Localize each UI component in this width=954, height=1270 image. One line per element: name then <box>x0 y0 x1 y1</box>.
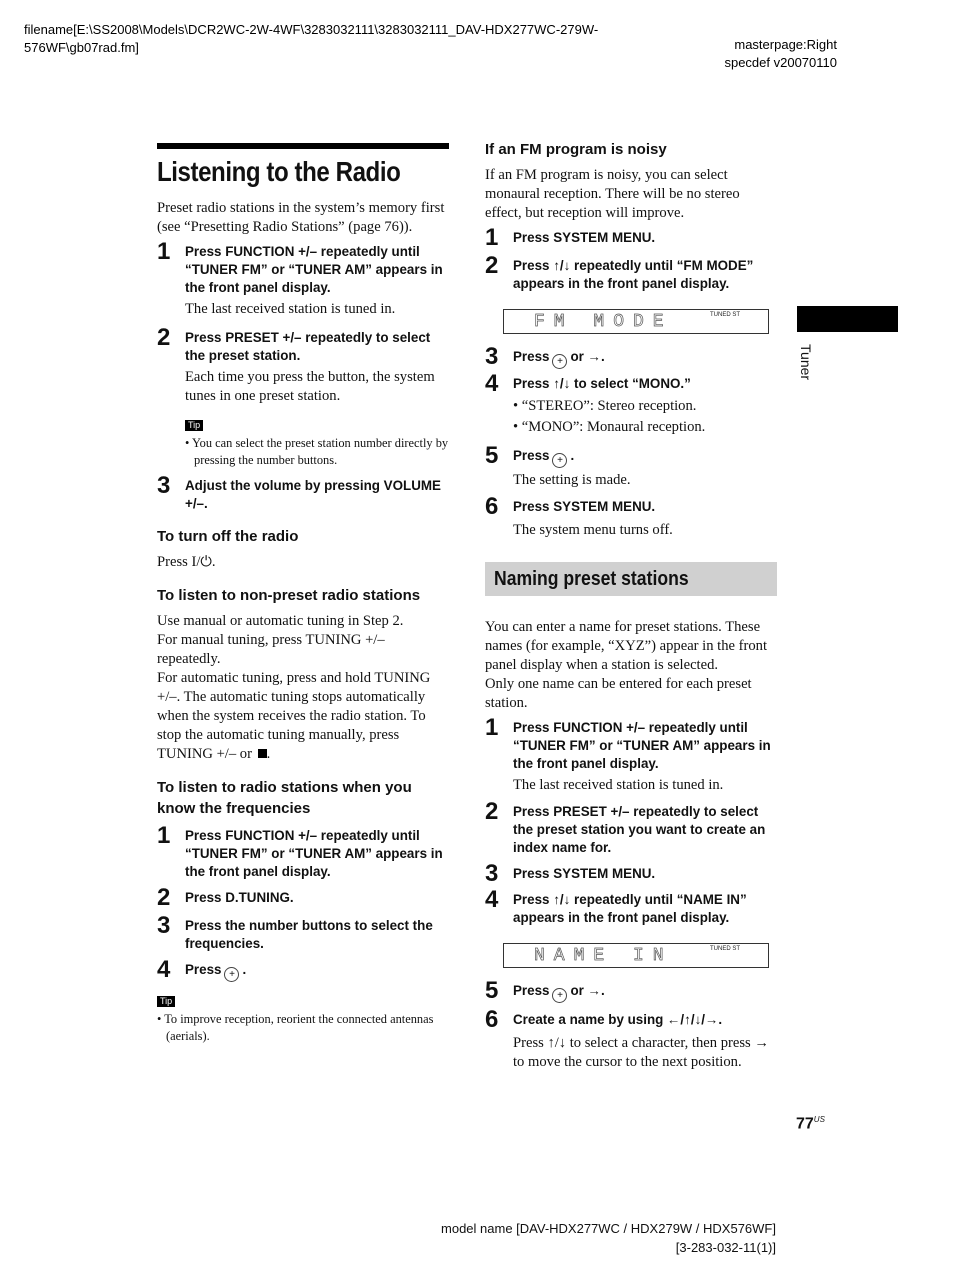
page-title: Listening to the Radio <box>157 156 401 187</box>
step-number: 4 <box>157 956 171 983</box>
left-column <box>157 143 449 1045</box>
step-text: Press + . <box>513 448 575 466</box>
step-text-label: Press <box>513 983 550 998</box>
footer-model: model name [DAV-HDX277WC / HDX279W / HDX576WF] <box>441 1221 776 1236</box>
step-number: 1 <box>485 714 499 741</box>
step-note: Each time you press the button, the system tunes in one preset station. <box>185 369 435 404</box>
step <box>157 238 449 297</box>
step-text-after: or →. <box>570 349 605 364</box>
step-text: Create a name by using ←/↑/↓/→. <box>513 1012 723 1027</box>
front-panel-display <box>503 309 769 334</box>
nonpreset-text: For automatic tuning, press and hold TUNING +/–. The automatic tuning stops automatically when the system receives the radio station. To stop the automatic tuning manually, press TUNING +/– or . <box>157 670 431 762</box>
footer-code: [3-283-032-11(1)] <box>675 1240 776 1255</box>
step <box>157 956 449 983</box>
nonpreset-text: For manual tuning, press TUNING +/– repeatedly. <box>157 632 385 667</box>
right-column <box>485 139 777 1072</box>
step-text: Press SYSTEM MENU. <box>513 499 656 514</box>
noisy-heading: If an FM program is noisy <box>485 141 667 158</box>
enter-button-icon: + <box>224 967 239 982</box>
step <box>485 798 777 857</box>
step-text: Press FUNCTION +/– repeatedly until “TUNER FM” or “TUNER AM” appears in the front panel display. <box>185 244 443 295</box>
bullet-item: • “STEREO”: Stereo reception. <box>513 398 697 414</box>
step <box>157 912 449 953</box>
step-number: 5 <box>485 977 499 1004</box>
enter-button-icon: + <box>552 453 567 468</box>
section-tab-label: Tuner <box>798 344 814 381</box>
tip-text: • You can select the preset station number directly by pressing the number buttons. <box>185 436 449 467</box>
naming-text: Only one name can be entered for each preset station. <box>485 676 752 711</box>
step-number: 1 <box>157 822 171 849</box>
step-text: Adjust the volume by pressing VOLUME +/–. <box>185 478 441 511</box>
footer <box>441 1219 776 1257</box>
noisy-text: If an FM program is noisy, you can select monaural reception. There will be no stereo effect, but reception will improve. <box>485 167 740 221</box>
step <box>485 886 777 927</box>
page-number-value: 77 <box>796 1115 814 1133</box>
step-number: 6 <box>485 493 499 520</box>
step-text <box>513 346 605 369</box>
step <box>485 714 777 773</box>
nonpreset-auto-text: For automatic tuning, press and hold TUNING +/–. The automatic tuning stops automatically when the system receives the radio station. To stop the automatic tuning manually, press TUNING +/– or <box>157 670 431 762</box>
header-specdef: specdef v20070110 <box>724 55 837 70</box>
step-note: The last received station is tuned in. <box>513 777 724 793</box>
display-indicator: TUNED ST <box>710 946 740 952</box>
header-filename: filename[E:\SS2008\Models\DCR2WC-2W-4WF\3283032111\3283032111_DAV-HDX277WC-279W-576WF\gb07rad.fm] <box>24 22 599 55</box>
freq-heading: To listen to radio stations when you know the frequencies <box>157 779 412 817</box>
enter-button-icon: + <box>552 988 567 1003</box>
step-number: 2 <box>485 798 499 825</box>
step-note: The last received station is tuned in. <box>185 301 396 317</box>
step-text: Press ↑/↓ to select “MONO.” <box>513 376 691 391</box>
step-text: Press D.TUNING. <box>185 890 294 905</box>
step-number: 3 <box>157 472 171 499</box>
tip-block <box>185 406 449 469</box>
step-number: 3 <box>157 912 171 939</box>
step-number: 1 <box>157 238 171 265</box>
display-text: FM MODE <box>534 312 673 332</box>
step-number: 1 <box>485 224 499 251</box>
step-text: Press + . <box>185 962 247 980</box>
step-text: Press ↑/↓ repeatedly until “NAME IN” appears in the front panel display. <box>513 892 747 925</box>
tip-label: Tip <box>185 420 203 431</box>
section-band <box>485 562 777 596</box>
header-masterpage-block <box>700 36 837 72</box>
page-number <box>796 1115 825 1133</box>
step-text: Press PRESET +/– repeatedly to select the preset station you want to create an index name for. <box>513 804 766 855</box>
step-text: Press ↑/↓ repeatedly until “FM MODE” appears in the front panel display. <box>513 258 754 291</box>
step-note: The setting is made. <box>513 472 631 488</box>
display-indicator: TUNED ST <box>710 312 740 318</box>
step-note: Press ↑/↓ to select a character, then press → to move the cursor to the next position. <box>513 1035 769 1070</box>
stop-icon <box>258 749 267 758</box>
step-text-label: Press <box>513 448 550 463</box>
step <box>485 493 777 520</box>
step-text <box>513 980 605 1003</box>
off-text: Press I/⏻. <box>157 554 216 570</box>
header-masterpage: masterpage:Right <box>734 37 837 52</box>
step-text: Press SYSTEM MENU. <box>513 866 656 881</box>
step <box>157 472 449 513</box>
step <box>485 343 777 370</box>
step <box>485 252 777 293</box>
step-number: 6 <box>485 1006 499 1033</box>
nonpreset-text: Use manual or automatic tuning in Step 2. <box>157 613 404 629</box>
step <box>157 884 449 911</box>
tip-block <box>157 982 449 1045</box>
intro-text: Preset radio stations in the system’s memory first (see “Presetting Radio Stations” (page 76)). <box>157 200 445 235</box>
off-heading: To turn off the radio <box>157 528 299 545</box>
step-note: The system menu turns off. <box>513 522 673 538</box>
step-number: 3 <box>485 343 499 370</box>
section-title: Naming preset stations <box>494 568 689 590</box>
step <box>485 224 777 251</box>
page-number-suffix: US <box>813 1115 825 1124</box>
nonpreset-heading: To listen to non-preset radio stations <box>157 587 421 604</box>
step-text-label: Press <box>513 349 550 364</box>
step-text: Press SYSTEM MENU. <box>513 230 656 245</box>
step-number: 2 <box>485 252 499 279</box>
tip-text: • To improve reception, reorient the connected antennas (aerials). <box>157 1012 434 1043</box>
step-number: 2 <box>157 324 171 351</box>
step-number: 4 <box>485 886 499 913</box>
step-number: 3 <box>485 860 499 887</box>
step <box>157 324 449 365</box>
step-text: Press the number buttons to select the frequencies. <box>185 918 433 951</box>
step-number: 5 <box>485 442 499 469</box>
step-number: 4 <box>485 370 499 397</box>
title-rule <box>157 143 449 149</box>
bullet-item: • “MONO”: Monaural reception. <box>513 419 706 435</box>
naming-text: You can enter a name for preset stations. These names (for example, “XYZ”) appear in the front panel display when a station is selected. <box>485 619 768 673</box>
display-text: NAME IN <box>534 946 673 966</box>
step <box>485 860 777 887</box>
step-text: Press FUNCTION +/– repeatedly until “TUNER FM” or “TUNER AM” appears in the front panel display. <box>513 720 771 771</box>
enter-button-icon: + <box>552 354 567 369</box>
step-text-after: or →. <box>570 983 605 998</box>
step <box>485 1006 777 1033</box>
step <box>485 442 777 469</box>
section-tab-marker <box>797 306 898 332</box>
step-text: Press PRESET +/– repeatedly to select the preset station. <box>185 330 431 363</box>
step-number: 2 <box>157 884 171 911</box>
step-text: Press FUNCTION +/– repeatedly until “TUNER FM” or “TUNER AM” appears in the front panel display. <box>185 828 443 879</box>
tip-label: Tip <box>157 996 175 1007</box>
step <box>485 977 777 1004</box>
front-panel-display <box>503 943 769 968</box>
step-text-label: Press <box>185 962 222 977</box>
step <box>157 822 449 881</box>
step <box>485 370 777 397</box>
